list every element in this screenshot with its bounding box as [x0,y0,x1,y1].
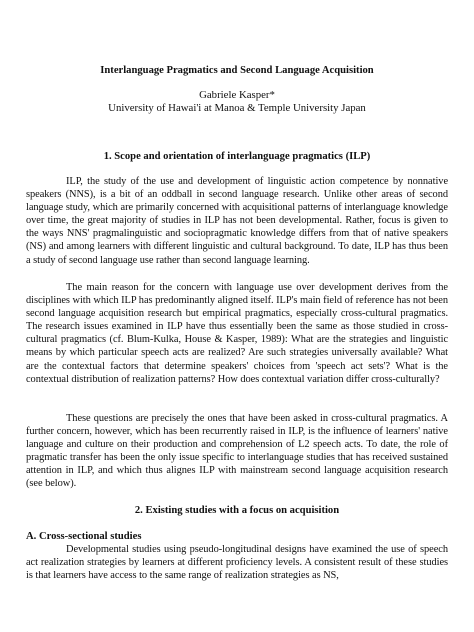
body-paragraph: These questions are precisely the ones that have been asked in cross-cultural pragmatics. A further concern, however, which has been recurrently raised in ILP, is the influence of learners' native language and culture on their production and comprehension of L2 speech acts. To date, the role of pragmatic transfer has been the only issue specific to interlanguage studies that has received sustained attention in ILP, and which thus alignes ILP with mainstream second language acquisition research (see below). [26,413,448,490]
body-paragraph: ILP, the study of the use and development of linguistic action competence by nonnative speakers (NNS), is a bit of an oddball in second language research. Unlike other areas of second language study, which are primarily concerned with acquisitional patterns of interlanguage knowledge over time, the great majority of studies in ILP has not been developmental. Rather, focus is given to the ways NNS' pragmalinguistic and sociopragmatic knowledge differs from that of native speakers (NS) and among learners with different linguistic and cultural background. To date, ILP has thus been a study of second language use rather than second language learning. [26,176,448,266]
body-paragraph: The main reason for the concern with language use over development derives from the disciplines with which ILP has predominantly aligned itself. ILP's main field of reference has not been second language acquisition research but empirical pragmatics, especially cross-cultural pragmatics. The research issues examined in ILP have thus essentially been the same as those studied in cross-cultural pragmatics (cf. Blum-Kulka, House & Kasper, 1989): What are the strategies and linguistic means by which particular speech acts are realized? Are such strategies universally available? What are the contextual factors that determine speakers' choices from 'speech act sets'? What is the contextual distribution of realization patterns? How does contextual variation differ cross-culturally? [26,282,448,385]
author-affiliation: University of Hawai'i at Manoa & Temple University Japan [108,102,366,114]
paper-title: Interlanguage Pragmatics and Second Language Acquisition [100,65,374,76]
author-name: Gabriele Kasper* [199,89,275,101]
section-heading: 2. Existing studies with a focus on acquisition [134,505,340,516]
body-paragraph: Developmental studies using pseudo-longitudinal designs have examined the use of speech act realization strategies by learners at different proficiency levels. A consistent result of these studies is that learners have access to the same range of realization strategies as NS, [26,544,448,582]
section-heading: 1. Scope and orientation of interlanguage pragmatics (ILP) [103,151,371,162]
subsection-heading: A. Cross-sectional studies [26,531,142,542]
